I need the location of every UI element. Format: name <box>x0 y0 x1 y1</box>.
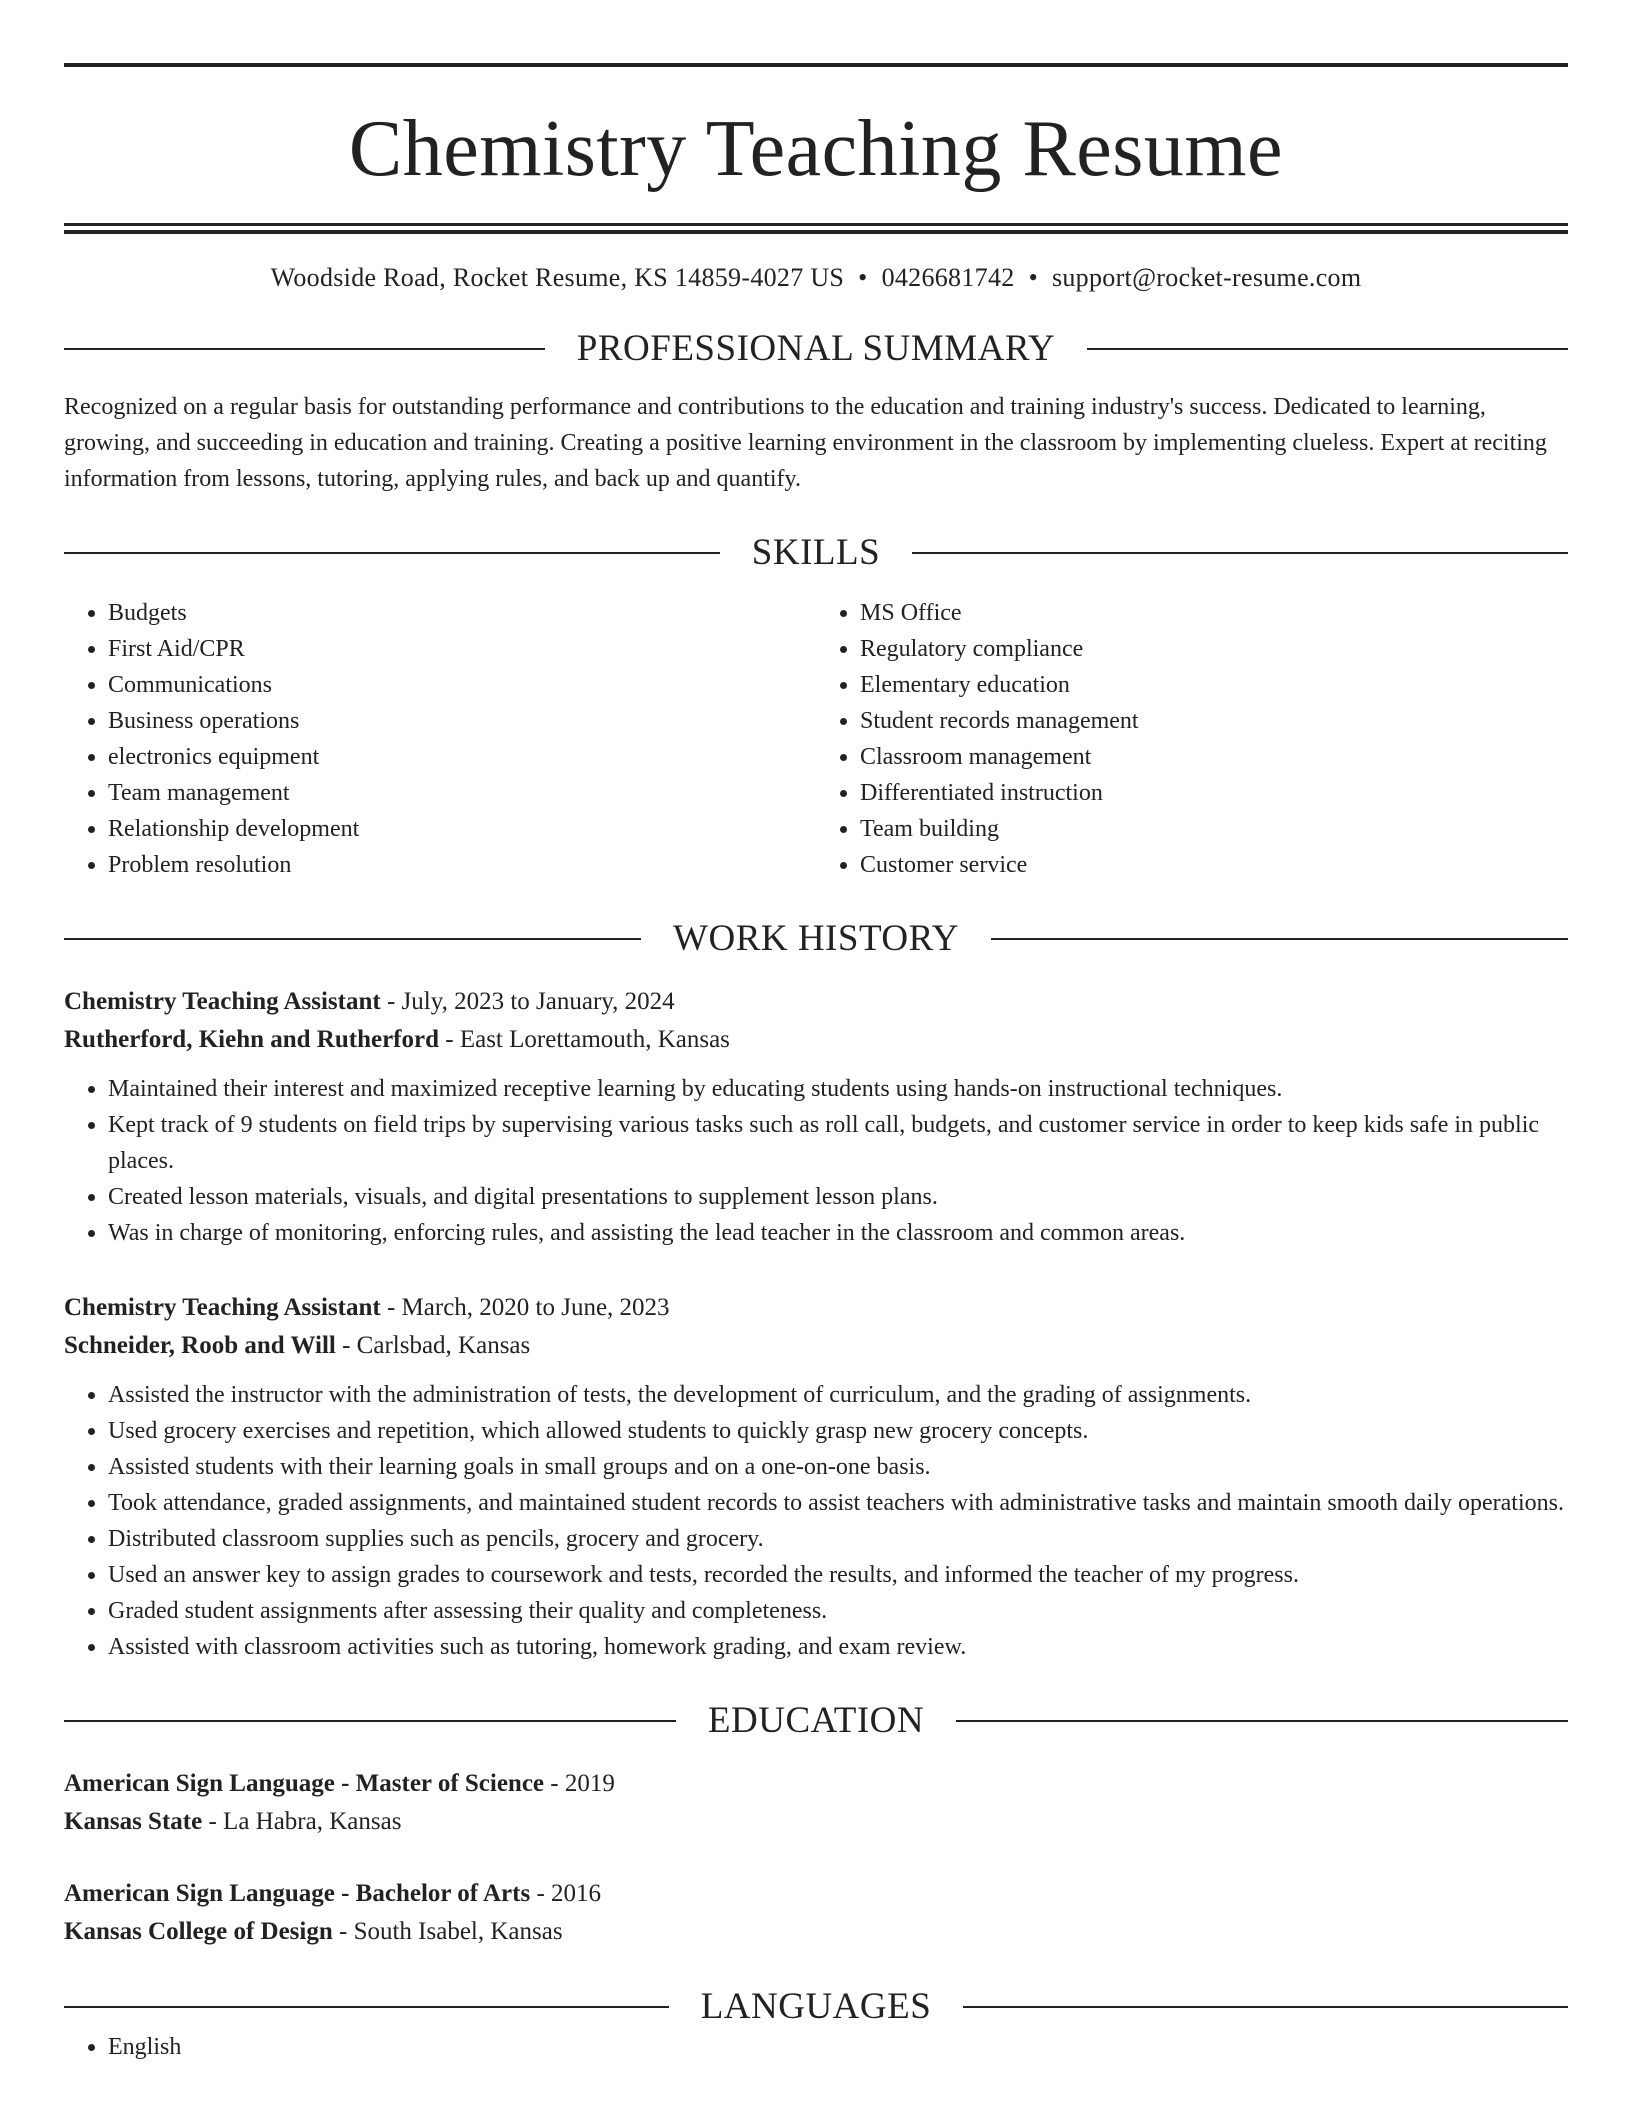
heading-rule <box>64 938 641 940</box>
skill-item: • Student records management <box>860 703 1568 739</box>
skill-item: • electronics equipment <box>108 739 816 775</box>
job-bullet: • Kept track of 9 students on field trips by supervising various tasks such as roll call, budgets, and customer service in order to keep kids safe in public places. <box>108 1107 1568 1179</box>
section-title: EDUCATION <box>707 1700 925 1741</box>
job-title: Chemistry Teaching Assistant <box>64 1294 381 1321</box>
job-bullet: • Assisted with classroom activities such as tutoring, homework grading, and exam review. <box>108 1629 1568 1665</box>
skill-item: • Budgets <box>108 595 816 631</box>
job-bullet: • Maintained their interest and maximized receptive learning by educating students using hands-on instructional techniques. <box>108 1071 1568 1107</box>
heading-rule <box>956 1720 1568 1722</box>
heading-rule <box>991 938 1568 940</box>
job-bullet: • Graded student assignments after assessing their quality and completeness. <box>108 1593 1568 1629</box>
heading-rule <box>64 348 545 350</box>
skill-item: • Elementary education <box>860 667 1568 703</box>
skill-item: • Customer service <box>860 847 1568 883</box>
education-location: - South Isabel, Kansas <box>332 1918 563 1945</box>
contact-line <box>64 263 1568 293</box>
skill-item: • Relationship development <box>108 811 816 847</box>
contact-address: Woodside Road, Rocket Resume, KS 14859-4027 US <box>270 263 845 292</box>
job-bullets <box>64 1071 1568 1251</box>
double-rule <box>64 223 1568 226</box>
resume-title: Chemistry Teaching Resume <box>348 105 1284 193</box>
job-company: Schneider, Roob and Will <box>64 1332 336 1359</box>
skill-item: • First Aid/CPR <box>108 631 816 667</box>
summary-text: Recognized on a regular basis for outstanding performance and contributions to the education and training industry's success. Dedicated to learning, growing, and succeeding in education and training. Creating a positive learning environment in the classroom by implementing clueless. Expert at reciting information from lessons, tutoring, applying rules, and back up and quantify. <box>64 394 1547 492</box>
job-bullet: • Took attendance, graded assignments, and maintained student records to assist teachers with administrative tasks and maintain smooth daily operations. <box>108 1485 1568 1521</box>
heading-rule <box>64 1720 676 1722</box>
skill-item: • Team management <box>108 775 816 811</box>
skill-item: • Classroom management <box>860 739 1568 775</box>
education-degree: American Sign Language - Master of Science <box>64 1770 545 1797</box>
languages-list <box>64 2029 1568 2065</box>
contact-separator: • <box>858 263 868 292</box>
skills-column-left <box>64 595 816 883</box>
education-entry <box>64 1875 1568 1951</box>
job-bullet: • Created lesson materials, visuals, and digital presentations to supplement lesson plans. <box>108 1179 1568 1215</box>
job-bullet: • Distributed classroom supplies such as pencils, grocery and grocery. <box>108 1521 1568 1557</box>
skill-item: • Problem resolution <box>108 847 816 883</box>
job-company-line <box>64 1327 1568 1365</box>
education-school: Kansas State <box>64 1808 203 1835</box>
job-title: Chemistry Teaching Assistant <box>64 988 381 1015</box>
top-rule <box>64 63 1568 67</box>
section-heading-languages <box>64 1985 1568 2029</box>
contact-phone: 0426681742 <box>881 263 1015 292</box>
education-school: Kansas College of Design <box>64 1918 333 1945</box>
heading-rule <box>64 552 720 554</box>
contact-separator: • <box>1028 263 1038 292</box>
education-degree-line <box>64 1875 1568 1913</box>
heading-rule <box>64 2006 669 2008</box>
skill-item: • Regulatory compliance <box>860 631 1568 667</box>
language-item: • English <box>108 2029 1568 2065</box>
job-entry <box>64 983 1568 1251</box>
education-school-line <box>64 1803 1568 1841</box>
job-title-line <box>64 983 1568 1021</box>
job-company: Rutherford, Kiehn and Rutherford <box>64 1026 440 1053</box>
job-bullet: • Used an answer key to assign grades to coursework and tests, recorded the results, and informed the teacher of my progress. <box>108 1557 1568 1593</box>
section-heading-work <box>64 917 1568 961</box>
job-bullet: • Assisted the instructor with the administration of tests, the development of curriculum, and the grading of assignments. <box>108 1377 1568 1413</box>
job-bullets <box>64 1377 1568 1665</box>
job-bullet: • Assisted students with their learning goals in small groups and on a one-on-one basis. <box>108 1449 1568 1485</box>
education-location: - La Habra, Kansas <box>202 1808 402 1835</box>
job-bullet: • Was in charge of monitoring, enforcing rules, and assisting the lead teacher in the classroom and common areas. <box>108 1215 1568 1251</box>
section-title: SKILLS <box>751 532 881 573</box>
education-degree-line <box>64 1765 1568 1803</box>
section-title: PROFESSIONAL SUMMARY <box>576 328 1056 369</box>
contact-email: support@rocket-resume.com <box>1051 263 1362 292</box>
job-dates: - March, 2020 to June, 2023 <box>380 1294 670 1321</box>
section-title: WORK HISTORY <box>673 918 959 959</box>
skill-item: • Communications <box>108 667 816 703</box>
heading-rule <box>1087 348 1568 350</box>
skill-item: • Business operations <box>108 703 816 739</box>
section-title: LANGUAGES <box>700 1986 932 2027</box>
heading-rule <box>963 2006 1568 2008</box>
education-year: - 2019 <box>544 1770 615 1797</box>
skills-list <box>64 595 1568 883</box>
job-dates: - July, 2023 to January, 2024 <box>380 988 675 1015</box>
skill-item: • MS Office <box>860 595 1568 631</box>
heading-rule <box>912 552 1568 554</box>
job-bullet: • Used grocery exercises and repetition, which allowed students to quickly grasp new grocery concepts. <box>108 1413 1568 1449</box>
job-entry <box>64 1289 1568 1665</box>
section-heading-summary <box>64 327 1568 371</box>
job-title-line <box>64 1289 1568 1327</box>
education-school-line <box>64 1913 1568 1951</box>
education-entry <box>64 1765 1568 1841</box>
job-location: - Carlsbad, Kansas <box>335 1332 531 1359</box>
section-heading-skills <box>64 531 1568 575</box>
skills-column-right <box>816 595 1568 883</box>
education-year: - 2016 <box>530 1880 602 1907</box>
skill-item: • Team building <box>860 811 1568 847</box>
job-company-line <box>64 1021 1568 1059</box>
job-location: - East Lorettamouth, Kansas <box>439 1026 730 1053</box>
education-degree: American Sign Language - Bachelor of Arts <box>64 1880 531 1907</box>
skill-item: • Differentiated instruction <box>860 775 1568 811</box>
section-heading-education <box>64 1699 1568 1743</box>
